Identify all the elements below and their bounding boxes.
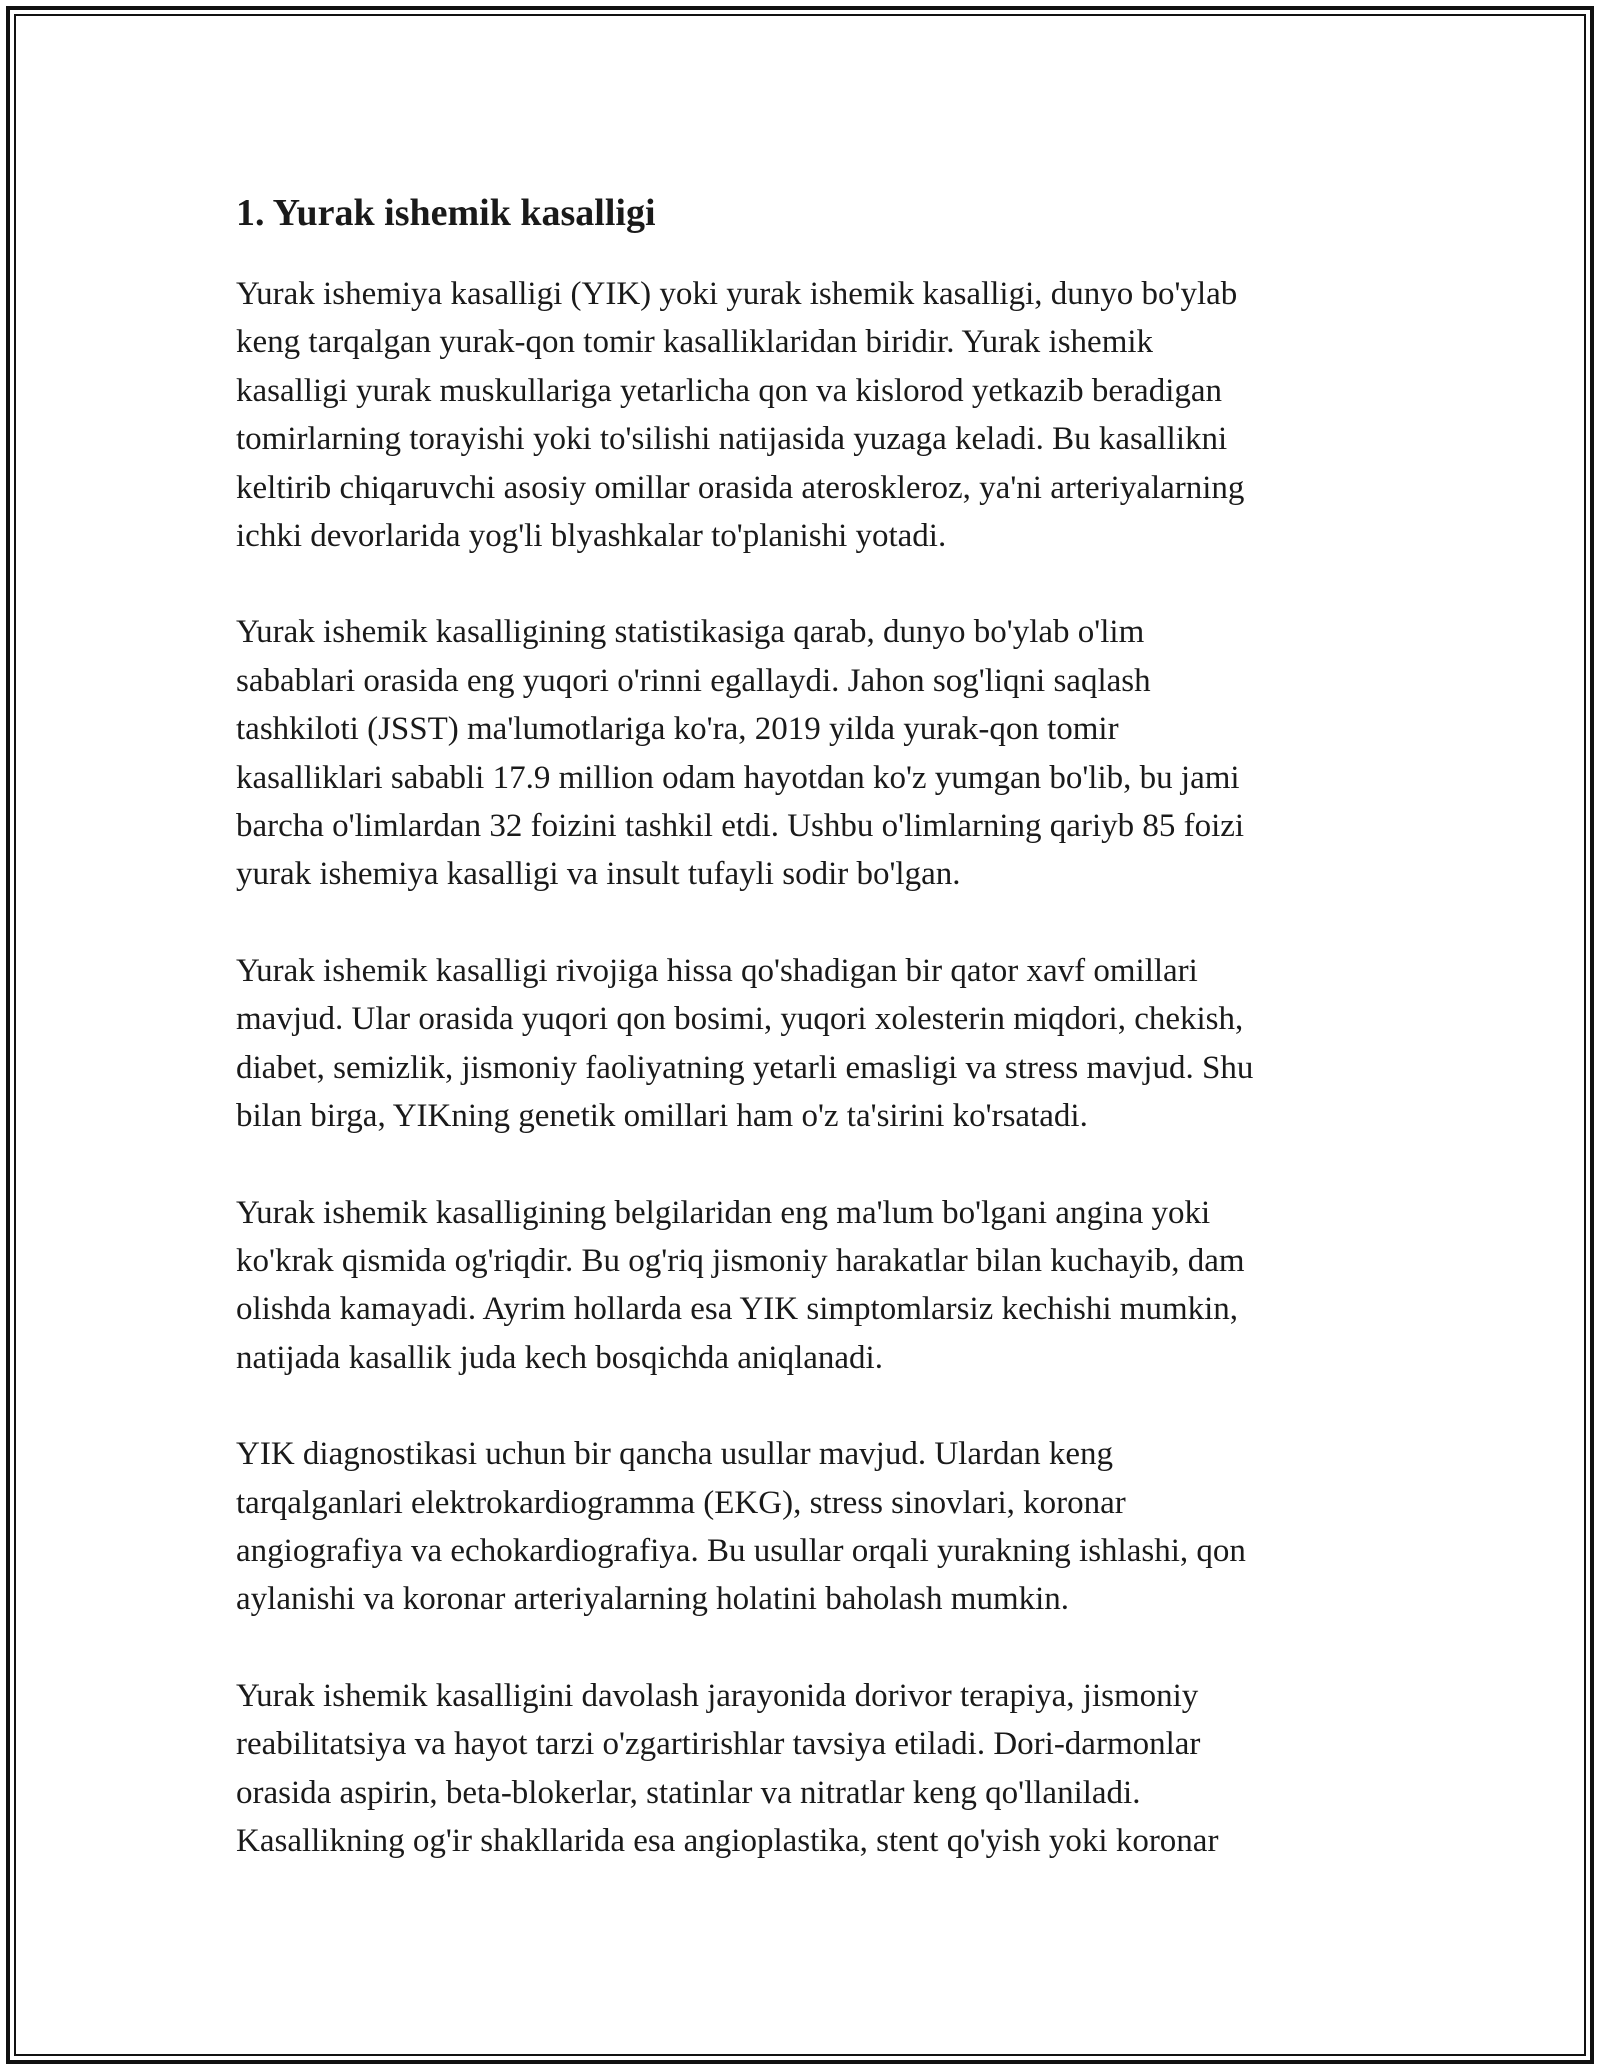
text-line: reabilitatsiya va hayot tarzi o'zgartirishlar tavsiya etiladi. Dori-darmonlar <box>236 1726 1201 1763</box>
text-line: tomirlarning torayishi yoki to'silishi natijasida yuzaga keladi. Bu kasallikni <box>236 421 1228 458</box>
text-line: Yurak ishemik kasalligi rivojiga hissa qo'shadigan bir qator xavf omillari <box>236 952 1198 989</box>
text-line: Yurak ishemik kasalligining statistikasiga qarab, dunyo bo'ylab o'lim <box>236 614 1145 651</box>
text-line: orasida aspirin, beta-blokerlar, statinlar va nitratlar keng qo'llaniladi. <box>236 1774 1141 1811</box>
document-body <box>236 186 1386 1913</box>
text-line: keng tarqalgan yurak-qon tomir kasalliklaridan biridir. Yurak ishemik <box>236 324 1154 361</box>
text-line: diabet, semizlik, jismoniy faoliyatning yetarli emasligi va stress mavjud. Shu <box>236 1049 1254 1086</box>
text-line: ko'krak qismida og'riqdir. Bu og'riq jismoniy harakatlar bilan kuchayib, dam <box>236 1242 1245 1279</box>
text-line: tashkiloti (JSST) ma'lumotlariga ko'ra, 2019 yilda yurak-qon tomir <box>236 711 1119 748</box>
paragraph-symptoms <box>236 1189 1386 1383</box>
text-line: barcha o'limlardan 32 foizini tashkil etdi. Ushbu o'limlarning qariyb 85 foizi <box>236 808 1245 845</box>
text-line: mavjud. Ular orasida yuqori qon bosimi, yuqori xolesterin miqdori, chekish, <box>236 1001 1244 1038</box>
text-line: angiografiya va echokardiografiya. Bu usullar orqali yurakning ishlashi, qon <box>236 1532 1246 1569</box>
text-line: Yurak ishemiya kasalligi (YIK) yoki yurak ishemik kasalligi, dunyo bo'ylab <box>236 276 1238 312</box>
paragraph-risk-factors <box>236 947 1386 1141</box>
text-line: yurak ishemiya kasalligi va insult tufayli sodir bo'lgan. <box>236 856 961 893</box>
text-line: kasalliklari sababli 17.9 million odam hayotdan ko'z yumgan bo'lib, bu jami <box>236 759 1240 796</box>
text-line: olishda kamayadi. Ayrim hollarda esa YIK simptomlarsiz kechishi mumkin, <box>236 1291 1239 1328</box>
text-line: ichki devorlarida yog'li blyashkalar to'planishi yotadi. <box>236 518 947 555</box>
text-line: sabablari orasida eng yuqori o'rinni egallaydi. Jahon sog'liqni saqlash <box>236 662 1151 699</box>
paragraph-statistics <box>236 608 1386 898</box>
text-line: Kasallikning og'ir shakllarida esa angioplastika, stent qo'yish yoki koronar <box>236 1822 1219 1859</box>
text-line: Yurak ishemik kasalligining belgilaridan eng ma'lum bo'lgani angina yoki <box>236 1194 1211 1231</box>
text-line: Yurak ishemik kasalligini davolash jarayonida dorivor terapiya, jismoniy <box>236 1677 1199 1714</box>
paragraph-treatment <box>236 1672 1386 1866</box>
text-line: natijada kasallik juda kech bosqichda aniqlanadi. <box>236 1339 883 1376</box>
text-line: bilan birga, YIKning genetik omillari ham o'z ta'sirini ko'rsatadi. <box>236 1098 1088 1135</box>
section-heading: 1. Yurak ishemik kasalligi <box>236 192 656 234</box>
text-line: tarqalganlari elektrokardiogramma (EKG), stress sinovlari, koronar <box>236 1484 1126 1521</box>
text-line: kasalligi yurak muskullariga yetarlicha qon va kislorod yetkazib beradigan <box>236 372 1223 409</box>
paragraph-definition <box>236 270 1386 560</box>
text-line: aylanishi va koronar arteriyalarning holatini baholash mumkin. <box>236 1581 1070 1618</box>
paragraph-diagnostics <box>236 1430 1386 1624</box>
text-line: keltirib chiqaruvchi asosiy omillar orasida ateroskleroz, ya'ni arteriyalarning <box>236 469 1245 506</box>
text-line: YIK diagnostikasi uchun bir qancha usullar mavjud. Ulardan keng <box>236 1436 1114 1473</box>
